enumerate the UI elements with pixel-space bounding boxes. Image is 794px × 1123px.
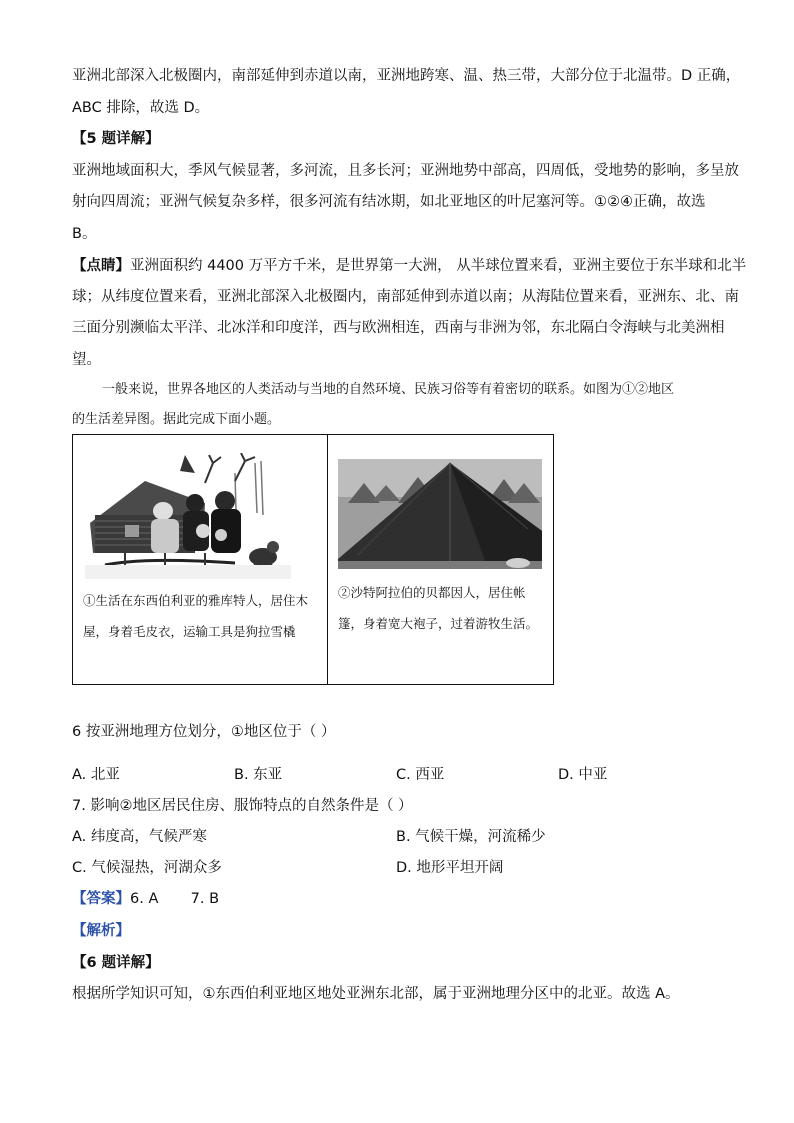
dianjing-heading: 【点睛】: [72, 258, 130, 274]
material-text: 一般来说，世界各地区的人类活动与当地的自然环境、民族习俗等有着密切的联系。如图为①②地区: [102, 382, 675, 397]
text-line: B。: [72, 226, 97, 242]
yakut-caption: ①生活在东西伯利亚的雅库特人，居住木屋，身着毛皮衣，运输工具是狗拉雪橇: [83, 593, 309, 639]
figure-cell-bedouin: [328, 435, 553, 684]
q7-stem: 7. 影响②地区居民住房、服饰特点的自然条件是（ ）: [72, 798, 413, 814]
q7-option-d: D. 地形平坦开阔: [396, 860, 504, 876]
analysis-heading: 【解析】: [72, 923, 130, 939]
material-text: 的生活差异图。据此完成下面小题。: [72, 412, 281, 427]
bedouin-caption: ②沙特阿拉伯的贝都因人，居住帐篷，身着宽大袍子，过着游牧生活。: [338, 585, 539, 631]
text-line: 亚洲北部深入北极圈内，南部延伸到赤道以南，亚洲地跨寒、温、热三带，大部分位于北温带。D 正确，: [72, 68, 741, 84]
q5-heading: 【5 题详解】: [72, 131, 160, 147]
text-line: 球；从纬度位置来看，亚洲北部深入北极圈内，南部延伸到赤道以南；从海陆位置来看，亚洲东、北、南: [72, 289, 739, 305]
text-line: ABC 排除，故选 D。: [72, 100, 210, 116]
q6-option-a: A. 北亚: [72, 767, 120, 783]
q6-option-d: D. 中亚: [558, 767, 608, 783]
text-line: 射向四周流；亚洲气候复杂多样，很多河流有结冰期，如北亚地区的叶尼塞河等。①②④正确，故选: [72, 194, 706, 210]
answer-text: 6. A 7. B: [130, 891, 220, 907]
bedouin-photo: [338, 459, 542, 569]
q6-detail-heading: 【6 题详解】: [72, 955, 160, 971]
q7-option-b: B. 气候干燥，河流稀少: [396, 829, 546, 845]
q6-option-b: B. 东亚: [234, 767, 283, 783]
figure-table: [72, 434, 554, 685]
text-line: 亚洲面积约 4400 万平方千米，是世界第一大洲， 从半球位置来看，亚洲主要位于东半球和北半: [130, 258, 747, 274]
figure-cell-yakut: [73, 435, 328, 684]
text-line: 三面分别濒临太平洋、北冰洋和印度洋，西与欧洲相连，西南与非洲为邻，东北隔白令海峡与北美洲相: [72, 320, 725, 336]
text-line: 望。: [72, 352, 101, 368]
q7-option-a: A. 纬度高，气候严寒: [72, 829, 207, 845]
q7-option-c: C. 气候湿热，河湖众多: [72, 860, 222, 876]
q6-option-c: C. 西亚: [396, 767, 445, 783]
answer-line: [72, 889, 219, 909]
text-line: 根据所学知识可知，①东西伯利亚地区地处亚洲东北部，属于亚洲地理分区中的北亚。故选 A。: [72, 986, 680, 1002]
yakut-photo: [85, 453, 291, 579]
q6-stem: 6 按亚洲地理方位划分，①地区位于（ ）: [72, 724, 336, 740]
dianjing-paragraph: [72, 256, 746, 276]
answer-heading: 【答案】: [72, 891, 130, 907]
text-line: 亚洲地域面积大，季风气候显著，多河流，且多长河；亚洲地势中部高，四周低，受地势的影响，多呈放: [72, 163, 739, 179]
